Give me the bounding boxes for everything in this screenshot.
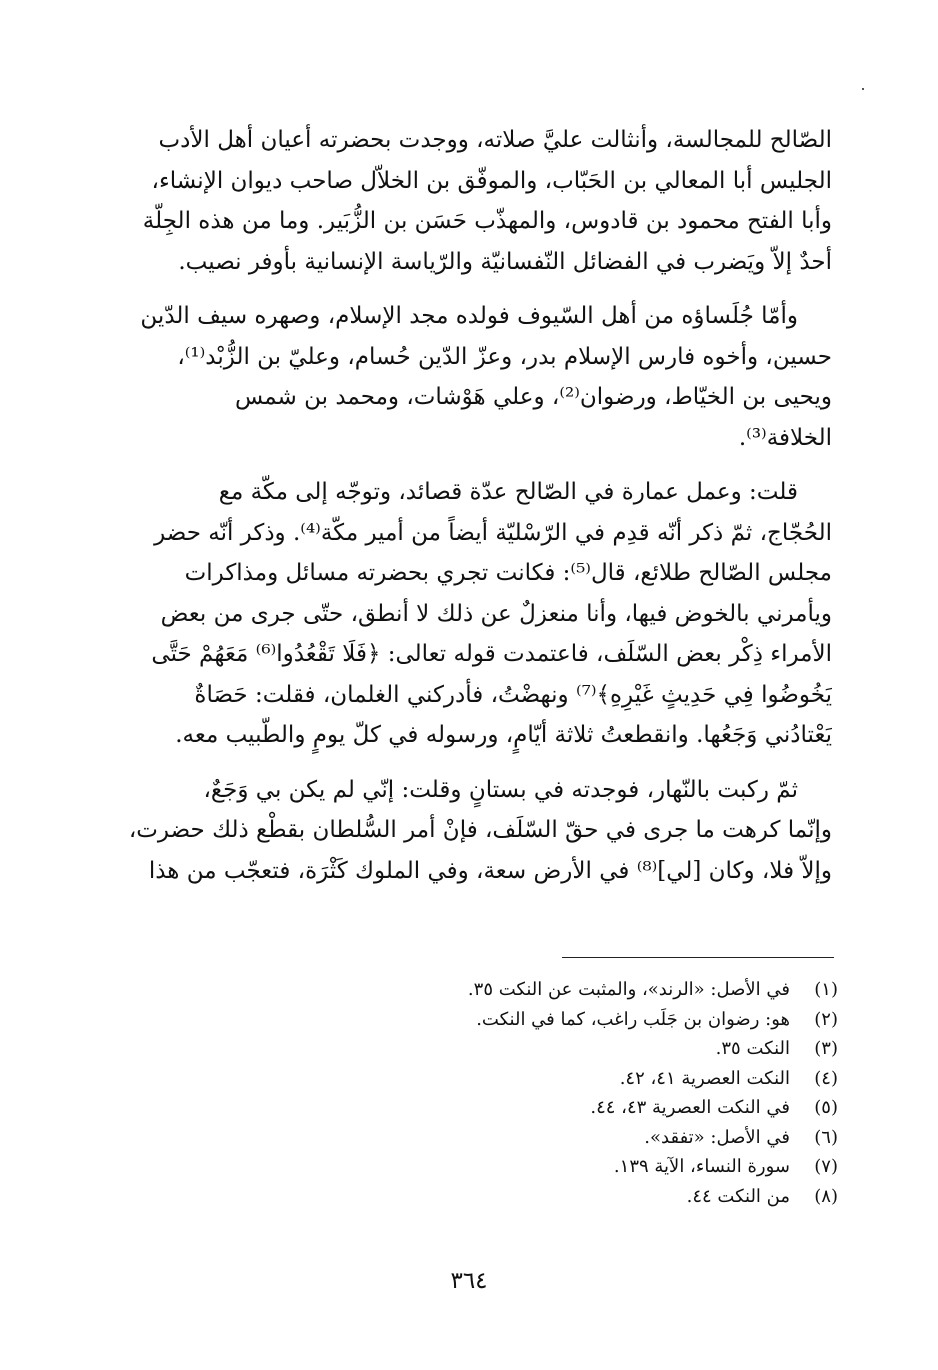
footnote-number: (٧) bbox=[814, 1156, 838, 1177]
text-line: ثمّ ركبت بالنّهار، فوجدته في بستانٍ وقلت: إنّي لم يكن بي وَجَعٌ، bbox=[203, 776, 798, 803]
paragraph-4 bbox=[118, 770, 832, 892]
paragraph-1 bbox=[118, 120, 832, 282]
text-line: يَعْتادُني وَجَعُها. وانقطعتُ ثلاثة أيّامٍ، ورسوله في كلّ يومٍ والطّبيب معه. bbox=[175, 722, 832, 748]
text-line: أحدٌ إلاّ ويَضرب في الفضائل النّفسانيّة والرّياسة الإنسانية بأوفر نصيب. bbox=[178, 248, 832, 275]
text-line: مجلس الصّالح طلائع، قال⁽⁵⁾: فكانت تجري بحضرته مسائل ومذاكرات bbox=[184, 560, 832, 586]
text-line: وإنّما كرهت ما جرى في حقّ السّلَف، فإنْ أمر السُّلطان بقطْع ذلك حضرت، bbox=[128, 817, 832, 843]
text-line: يَخُوضُوا فِي حَدِيثٍ غَيْرِهِ﴾⁽⁷⁾ ونهضْتُ، فأدركني الغلمان، فقلت: حَصَاةٌ bbox=[194, 681, 832, 708]
footnote bbox=[318, 1005, 838, 1035]
footnote bbox=[318, 975, 838, 1005]
text-line: الصّالح للمجالسة، وأنثالت عليَّ صلاته، ووجدت بحضرته أعيان أهل الأدب bbox=[158, 127, 832, 153]
footnote-text: النكت العصرية ٤١، ٤٢. bbox=[619, 1067, 790, 1089]
footnote-text: النكت ٣٥. bbox=[715, 1038, 790, 1059]
footnote-number: (٦) bbox=[814, 1126, 838, 1148]
text-line: قلت: وعمل عمارة في الصّالح عدّة قصائد، وتوجّه إلى مكّة مع bbox=[218, 479, 798, 505]
text-line: ويحيى بن الخيّاط، ورضوان⁽²⁾، وعلي هَوْشات، ومحمد بن شمس bbox=[234, 384, 832, 410]
page-number: ٣٦٤ bbox=[450, 1268, 488, 1294]
text-line: ويأمرني بالخوض فيها، وأنا منعزلٌ عن ذلك لا أنطق، حتّى جرى من بعض bbox=[160, 600, 832, 627]
footnote bbox=[318, 1064, 838, 1094]
footnote-text: سورة النساء، الآية ١٣٩. bbox=[613, 1156, 790, 1177]
footnote-number: (٣) bbox=[814, 1038, 838, 1059]
main-text bbox=[118, 120, 832, 905]
text-line: الأمراء ذِكْر بعض السّلَف، فاعتمدت قوله تعالى: ﴿فَلَا تَقْعُدُوا⁽⁶⁾ مَعَهُمْ حَتَّى bbox=[151, 641, 832, 667]
footnote-separator bbox=[562, 957, 834, 958]
footnote-number: (١) bbox=[814, 979, 838, 1000]
paragraph-2 bbox=[118, 296, 832, 458]
footnote-number: (٨) bbox=[814, 1185, 838, 1207]
footnote bbox=[318, 1034, 838, 1064]
footnote-number: (٢) bbox=[814, 1008, 838, 1030]
text-line: الجليس أبا المعالي بن الحَبّاب، والموفّق بن الخلاّل صاحب ديوان الإنشاء، bbox=[151, 167, 832, 194]
footnote-text: في النكت العصرية ٤٣، ٤٤. bbox=[590, 1097, 790, 1118]
text-line: وإلاّ فلا، وكان [لي]⁽⁸⁾ في الأرض سعة، وفي الملوك كَثْرَة، فتعجّب من هذا bbox=[148, 857, 832, 884]
text-line: الحُجّاج، ثمّ ذكر أنّه قدِم في الرّسْليّة أيضاً من أمير مكّة⁽⁴⁾. وذكر أنّه حضر bbox=[154, 519, 832, 546]
footnotes bbox=[318, 975, 838, 1211]
footnote-text: في الأصل: «تفقد». bbox=[644, 1126, 790, 1148]
footnote bbox=[318, 1152, 838, 1182]
footnote-text: هو: رضوان بن جَلَب راغب، كما في النكت. bbox=[476, 1008, 790, 1030]
text-line: حسين، وأخوه فارس الإسلام بدر، وعزّ الدّين حُسام، وعليّ بن الزُّبْد⁽¹⁾، bbox=[177, 343, 832, 370]
scan-mark bbox=[862, 88, 864, 90]
text-line: وأبا الفتح محمود بن قادوس، والمهذّب حَسَن بن الزُّبَير. وما من هذه الجِلّة bbox=[142, 208, 832, 234]
footnote bbox=[318, 1182, 838, 1212]
text-line: وأمّا جُلَساؤه من أهل السّيوف فولده مجد الإسلام، وصهره سيف الدّين bbox=[140, 303, 798, 329]
footnote-text: في الأصل: «الرند»، والمثبت عن النكت ٣٥. bbox=[467, 979, 790, 1000]
footnote bbox=[318, 1093, 838, 1123]
footnote-number: (٥) bbox=[814, 1097, 838, 1118]
footnote bbox=[318, 1123, 838, 1153]
footnote-number: (٤) bbox=[814, 1067, 838, 1089]
text-line: الخلافة⁽³⁾. bbox=[738, 424, 832, 451]
footnote-text: من النكت ٤٤. bbox=[686, 1185, 790, 1207]
paragraph-3 bbox=[118, 472, 832, 756]
